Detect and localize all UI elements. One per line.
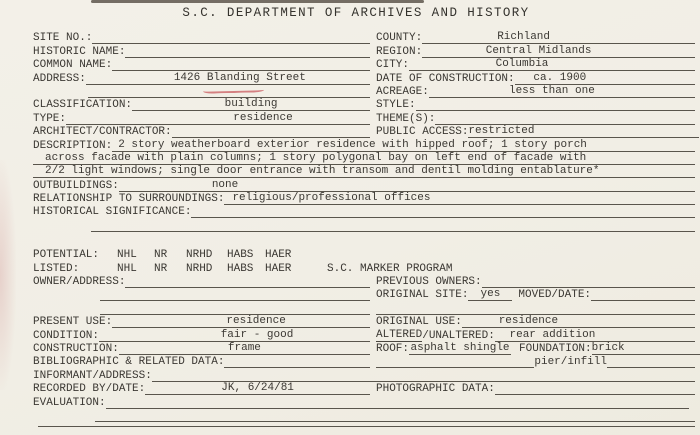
foundation-value: brick xyxy=(591,341,625,354)
owner-address-line xyxy=(125,287,370,288)
historic-name-line xyxy=(125,57,370,58)
present-use-line xyxy=(112,315,370,328)
informant-label: INFORMANT/ADDRESS: xyxy=(33,369,152,382)
classification-value: building xyxy=(224,98,278,111)
row-condition-altered xyxy=(33,328,695,341)
outbuildings-value: none xyxy=(211,178,239,191)
condition-value: fair - good xyxy=(220,328,294,341)
foundation-value-2: pier/infill xyxy=(534,356,607,369)
bibliographic-line xyxy=(224,367,370,368)
sc-marker-program-label: S.C. MARKER PROGRAM xyxy=(327,262,453,275)
form-title: S.C. DEPARTMENT OF ARCHIVES AND HISTORY xyxy=(182,6,530,20)
type-value: residence xyxy=(233,111,293,124)
listed-option-nhl: NHL xyxy=(117,262,137,275)
original-use-value: residence xyxy=(498,315,559,328)
public-access-value: restricted xyxy=(468,125,535,138)
row-historical-significance xyxy=(33,205,695,218)
acreage-value: less than one xyxy=(508,84,595,97)
listed-label: LISTED: xyxy=(33,262,80,275)
recorded-by-line xyxy=(145,382,370,395)
construction-label: CONSTRUCTION: xyxy=(33,342,119,355)
county-line xyxy=(422,31,695,44)
recorded-by-label: RECORDED BY/DATE: xyxy=(33,383,146,396)
address-line xyxy=(86,72,370,85)
row-blank-line xyxy=(33,218,695,231)
foundation-line xyxy=(592,342,700,355)
common-name-label: COMMON NAME: xyxy=(33,59,113,72)
photographic-data-label: PHOTOGRAPHIC DATA: xyxy=(376,383,495,396)
themes-label: THEME(S): xyxy=(376,112,436,125)
relationship-value: religious/professional offices xyxy=(232,192,431,205)
address-value: 1426 Blanding Street xyxy=(173,71,306,84)
description-line-2 xyxy=(33,152,695,165)
acreage-line xyxy=(429,85,695,98)
potential-label: POTENTIAL: xyxy=(33,249,100,262)
type-label: TYPE: xyxy=(33,112,67,125)
previous-owners-label: PREVIOUS OWNERS: xyxy=(376,276,482,289)
unaltered-label: /UNALTERED: xyxy=(422,329,495,342)
relationship-line xyxy=(224,192,695,205)
row-potential xyxy=(33,248,695,261)
present-use-label: PRESENT USE: xyxy=(33,316,113,329)
description-label: DESCRIPTION: xyxy=(33,139,113,152)
listed-option-habs: HABS xyxy=(227,262,254,275)
public-access-label: PUBLIC ACCESS: xyxy=(376,126,469,139)
recorded-by-value: JK, 6/24/81 xyxy=(221,382,294,395)
bottom-edge-line xyxy=(38,426,695,427)
condition-line xyxy=(99,329,370,342)
row-blank-bottom xyxy=(33,409,695,422)
address-label: ADDRESS: xyxy=(33,72,86,85)
potential-option-nrhd: NRHD xyxy=(186,249,213,262)
public-access-line xyxy=(468,125,699,138)
scan-artifact-top-edge xyxy=(91,0,424,3)
row-description-2 xyxy=(33,152,695,165)
county-label: COUNTY: xyxy=(376,32,423,45)
row-evaluation xyxy=(33,395,695,408)
bibliographic-line-2 xyxy=(376,367,534,368)
condition-label: CONDITION: xyxy=(33,329,100,342)
potential-option-haer: HAER xyxy=(265,249,292,262)
type-line xyxy=(66,112,370,125)
historical-significance-label: HISTORICAL SIGNIFICANCE: xyxy=(33,206,192,219)
bibliographic-line-3 xyxy=(607,367,695,368)
evaluation-label: EVALUATION: xyxy=(33,396,106,409)
row-owner-previous-owners xyxy=(33,275,695,288)
row-address-construction-date xyxy=(33,71,695,84)
owner-address-line-2 xyxy=(100,300,370,301)
classification-label: CLASSIFICATION: xyxy=(33,99,133,112)
outbuildings-line xyxy=(119,179,695,192)
potential-option-habs: HABS xyxy=(227,249,254,262)
construction-line xyxy=(119,342,370,355)
altered-line xyxy=(495,329,695,342)
historical-significance-line xyxy=(191,217,695,218)
classification-line xyxy=(132,98,370,111)
original-use-line xyxy=(462,315,695,328)
row-common-name-city xyxy=(33,58,695,71)
row-blank-owner-original xyxy=(33,301,695,314)
evaluation-line xyxy=(106,408,689,409)
description-value-2: across facade with plain columns; 1 story polygonal bay on left end of facade with xyxy=(45,151,587,164)
row-original-site-moved xyxy=(33,288,695,301)
region-label: REGION: xyxy=(376,45,423,58)
site-no-line xyxy=(92,43,370,44)
historic-name-label: HISTORIC NAME: xyxy=(33,45,126,58)
row-relationship xyxy=(33,192,695,205)
row-outbuildings xyxy=(33,178,695,191)
city-line xyxy=(409,58,695,71)
county-value: Richland xyxy=(497,31,551,44)
row-informant xyxy=(33,368,695,381)
row-historic-name-region xyxy=(33,44,695,57)
description-value-1: 2 story weatherboard exterior residence with hipped roof; 1 story porch xyxy=(118,138,587,151)
original-site-line xyxy=(468,288,512,301)
row-bibliographic-pier xyxy=(33,355,695,368)
row-description-1 xyxy=(33,138,695,151)
relationship-label: RELATIONSHIP TO SURROUNDINGS: xyxy=(33,193,225,206)
style-line xyxy=(416,110,695,111)
roof-label: ROOF: xyxy=(376,342,410,355)
row-type-themes xyxy=(33,111,695,124)
original-use-label: ORIGINAL USE: xyxy=(376,316,462,329)
date-of-construction-value: ca. 1900 xyxy=(533,71,587,84)
acreage-label: ACREAGE: xyxy=(376,85,429,98)
owner-address-label: OWNER/ADDRESS: xyxy=(33,276,126,289)
roof-value: asphalt shingle xyxy=(410,341,510,354)
description-value-3: 2/2 light windows; single door entrance with transom and dentil molding entablature* xyxy=(45,165,600,178)
row-architect-public-access xyxy=(33,125,695,138)
row-site-no-county xyxy=(33,31,695,44)
altered-label-underlined: ALTERED xyxy=(376,328,423,341)
site-no-label: SITE NO.: xyxy=(33,32,93,45)
date-of-construction-line xyxy=(515,72,695,85)
moved-date-label: MOVED/DATE: xyxy=(518,289,592,302)
row-recorded-photographic xyxy=(33,382,695,395)
row-address2-acreage xyxy=(33,85,695,98)
region-line xyxy=(422,45,695,58)
city-label: CITY: xyxy=(376,59,410,72)
roof-line xyxy=(409,342,511,355)
bibliographic-label: BIBLIOGRAPHIC & RELATED DATA: xyxy=(33,356,225,369)
city-value: Columbia xyxy=(495,58,549,71)
listed-option-nrhd: NRHD xyxy=(186,262,213,275)
potential-option-nhl: NHL xyxy=(117,249,137,262)
style-label: STYLE: xyxy=(376,99,416,112)
blank-line xyxy=(91,231,695,232)
listed-option-nr: NR xyxy=(154,262,168,275)
moved-date-line xyxy=(591,300,695,301)
architect-contractor-label: ARCHITECT/CONTRACTOR: xyxy=(33,126,172,139)
potential-option-nr: NR xyxy=(154,249,168,262)
outbuildings-label: OUTBUILDINGS: xyxy=(33,179,119,192)
scan-artifact-left-tint xyxy=(0,160,16,390)
row-present-use-original-use xyxy=(33,315,695,328)
photographic-data-line xyxy=(495,394,695,395)
listed-option-haer: HAER xyxy=(265,262,292,275)
row-classification-style xyxy=(33,98,695,111)
original-site-label: ORIGINAL SITE: xyxy=(376,289,469,302)
blank-line-bottom xyxy=(95,421,695,422)
row-description-3 xyxy=(33,165,695,178)
region-value: Central Midlands xyxy=(485,44,592,57)
altered-value: rear addition xyxy=(509,328,596,341)
foundation-label: FOUNDATION: xyxy=(519,342,592,355)
row-listed xyxy=(33,261,695,274)
construction-value: frame xyxy=(227,341,261,354)
description-line-3 xyxy=(33,165,695,178)
description-line-1 xyxy=(112,139,695,152)
date-of-construction-label: DATE OF CONSTRUCTION: xyxy=(376,72,515,85)
original-site-value: yes xyxy=(480,288,501,301)
row-construction-roof-foundation xyxy=(33,342,695,355)
present-use-value: residence xyxy=(226,315,286,328)
